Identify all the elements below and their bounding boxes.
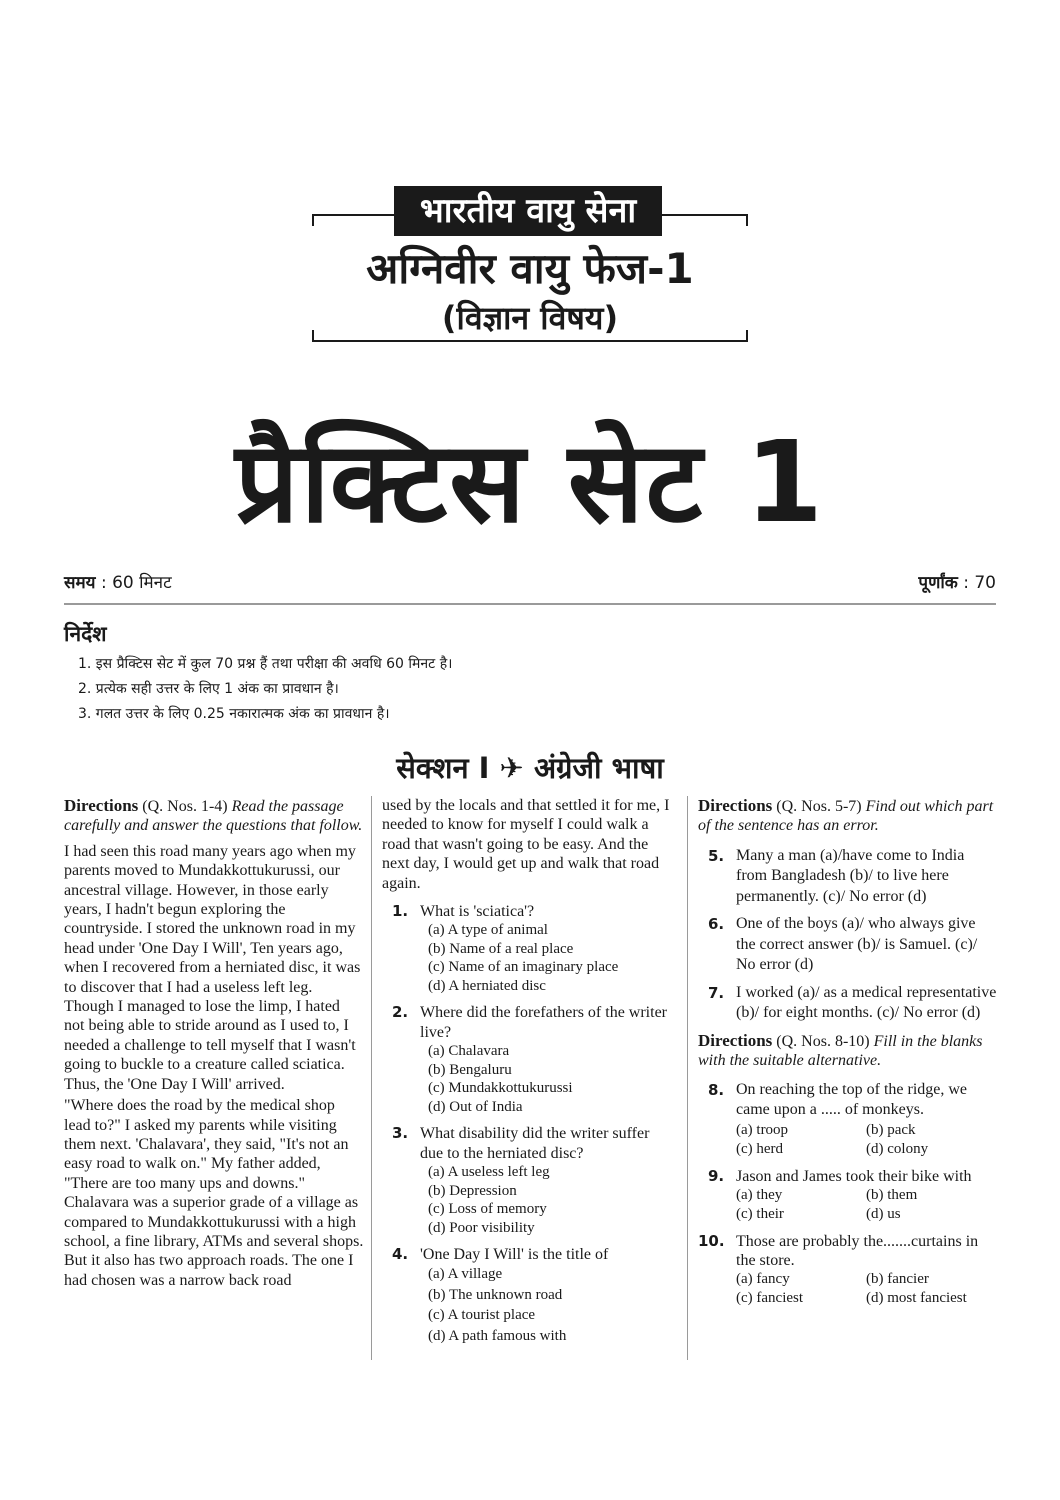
option: (d) Out of India [428,1098,523,1115]
question-text: Where did the forefathers of the writer live? [420,1004,667,1041]
question-text: I worked (a)/ as a medical representative (b)/ for eight months. (c)/ No error (d) [736,983,997,1022]
question-number: 3. [392,1124,409,1143]
options-9 [698,1186,998,1225]
question-5 [698,846,998,908]
question-text: Jason and James took their bike with [736,1167,972,1185]
question-4 [382,1245,674,1264]
option: (d) colony [866,1141,929,1158]
option: (a) fancy [736,1270,790,1287]
option: (c) Mundakkottukurussi [428,1080,573,1097]
directions-label: Directions [698,1030,773,1050]
question-number: 6. [708,915,725,934]
question-number: 9. [708,1166,725,1185]
option: (b) Bengaluru [428,1061,512,1078]
column-divider [371,796,372,1360]
option: (c) fanciest [736,1290,804,1307]
question-8 [698,1080,998,1121]
question-3 [382,1124,674,1163]
instruction-item: 1. इस प्रैक्टिस सेट में कुल 70 प्रश्न हैं तथा परीक्षा की अवधि 60 मिनट है। [78,656,453,672]
column-2 [382,796,674,1346]
question-1 [382,902,674,921]
option: (a) Chalavara [428,1043,510,1060]
exam-header [312,186,748,354]
directions-ref: (Q. Nos. 8-10) [772,1032,874,1050]
question-9 [698,1167,998,1186]
time-label: समय [64,573,96,593]
question-text: 'One Day I Will' is the title of [420,1246,609,1264]
column-1 [64,796,364,1290]
question-text: One of the boys (a)/ who always give the correct answer (b)/ is Samuel. (c)/ No error (d) [736,915,978,974]
header-organization-box: भारतीय वायु सेना [394,186,662,236]
option: (b) The unknown road [428,1286,563,1303]
question-number: 2. [392,1003,409,1022]
divider-rule [64,603,996,605]
option: (a) they [736,1186,783,1203]
options-1 [382,921,674,995]
option: (d) Poor visibility [428,1219,535,1236]
question-text: Many a man (a)/have come to India from Bangladesh (b)/ to live here permanently. (c)/ No error (d) [736,846,965,905]
question-text: On reaching the top of the ridge, we came upon a ..... of monkeys. [736,1080,968,1119]
directions-5-7 [698,796,998,836]
instruction-item: 3. गलत उत्तर के लिए 0.25 नकारात्मक अंक का प्रावधान है। [78,706,390,722]
passage-paragraph: used by the locals and that settled it for me, I needed to know for myself I could walk a road that wasn't going to be easy. And the next day, I would get up and walk that road again. [382,797,670,892]
directions-label: Directions [698,796,773,815]
option: (b) Depression [428,1182,517,1199]
directions-text: Read the passage carefully and answer the questions that follow. [64,798,363,835]
option: (c) their [736,1206,784,1223]
option: (b) fancier [866,1270,929,1287]
option: (b) Name of a real place [428,940,574,957]
question-text: What disability did the writer suffer due to the herniated disc? [420,1125,650,1162]
column-divider [687,796,688,1360]
option: (d) A path famous with [428,1327,567,1344]
directions-text: Find out which part of the sentence has an error. [698,798,994,835]
question-number: 1. [392,902,409,921]
marks-label: पूर्णांक [918,573,958,593]
option: (d) us [866,1206,901,1223]
instructions-heading: निर्देश [64,622,107,646]
column-3 [698,796,998,1309]
question-10 [698,1232,998,1270]
directions-ref: (Q. Nos. 5-7) [772,798,866,815]
section-title: सेक्शन I ✈ अंग्रेजी भाषा [396,751,664,785]
options-10 [698,1270,998,1309]
instruction-item: 2. प्रत्येक सही उत्तर के लिए 1 अंक का प्रावधान है। [78,681,339,697]
directions-ref: (Q. Nos. 1-4) [138,798,232,815]
question-number: 5. [708,846,725,865]
option: (d) most fanciest [866,1290,967,1307]
question-number: 7. [708,983,725,1002]
question-number: 4. [392,1245,409,1264]
option: (a) A useless left leg [428,1164,550,1181]
option: (c) Loss of memory [428,1201,547,1218]
header-exam-name: अग्निवीर वायु फेज-1 [366,244,694,293]
question-number: 10. [698,1231,725,1250]
question-number: 8. [708,1080,725,1099]
passage-paragraph: I had seen this road many years ago when my parents moved to Mundakkottukurussi, our ancestral village. However, in those early years, I hadn't begun exploring the countryside. I stored the unknown road in my head under 'One Day I Will', Ten years ago, when I recovered from a herniated disc, it was to discover that I had a useless left leg. Though I managed to lose the limp, I hated not being able to stride around as I used to, I needed a challenge to tell myself that I wasn't going to buckle to a creature called sciatica. Thus, the 'One Day I Will' arrived. [64,842,361,1093]
option: (b) pack [866,1121,916,1138]
option: (a) A type of animal [428,922,548,939]
passage-paragraph: "Where does the road by the medical shop lead to?" I asked my parents while visiting them next. 'Chalavara', they said, "It's not an easy road to walk on." My father added, "There are too many ups and downs." Chalavara was a superior grade of a village as compared to Mundakkottukurussi with a high school, a fine library, ATMs and several shops. But it also has two approach roads. The one I had chosen was a narrow back road [64,1097,364,1289]
option: (c) A tourist place [428,1307,536,1324]
marks-info [918,570,996,593]
option: (c) herd [736,1141,784,1158]
marks-value: : 70 [963,573,996,593]
question-2 [382,1003,674,1042]
time-value: : 60 मिनट [100,573,172,593]
option: (b) them [866,1186,918,1203]
question-text: Those are probably the.......curtains in the store. [736,1232,979,1269]
option: (d) A herniated disc [428,977,546,994]
directions-label: Directions [64,796,139,815]
header-subject: (विज्ञान विषय) [441,299,619,337]
meta-row [64,570,996,596]
directions-8-10 [698,1031,998,1071]
question-7 [698,983,998,1024]
option: (a) troop [736,1121,789,1138]
question-text: What is 'sciatica'? [420,903,535,921]
question-6 [698,914,998,976]
option: (a) A village [428,1266,503,1283]
instructions-list [78,652,452,727]
option: (c) Name of an imaginary place [428,959,619,976]
directions-1-4 [64,796,364,836]
directions-text: Fill in the blanks with the suitable alternative. [698,1032,983,1070]
options-3 [382,1163,674,1237]
page-title: प्रैक्टिस सेट 1 [234,418,825,548]
options-8 [698,1121,998,1160]
options-2 [382,1042,674,1116]
options-4 [382,1264,674,1346]
time-info [64,570,172,593]
